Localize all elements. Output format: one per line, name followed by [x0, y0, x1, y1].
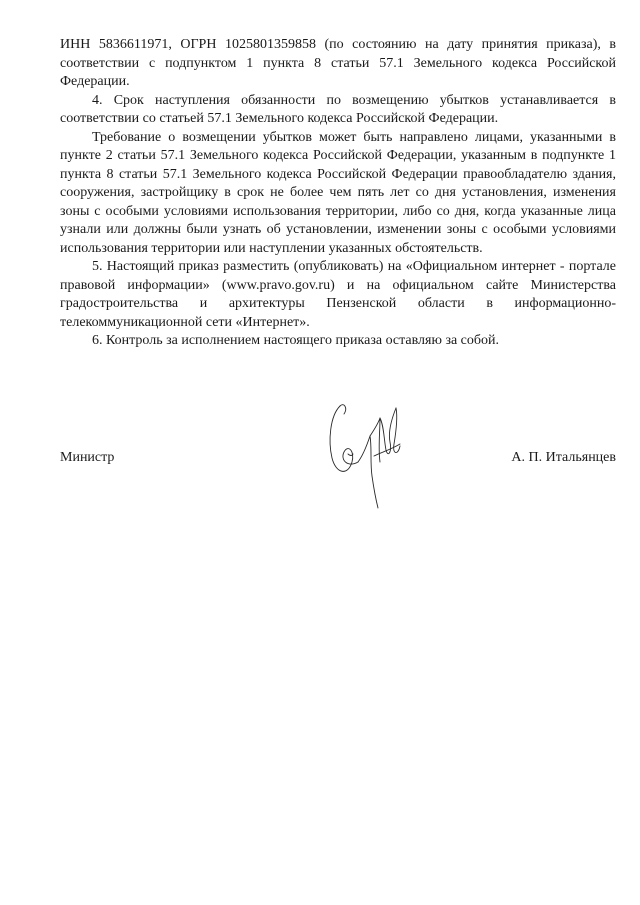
paragraph-item-5: 5. Настоящий приказ разместить (опубликовать) на «Официальном интернет - портале правовой информации» (www.pravo.gov.ru) и на официальном сайте Министерства градостроительства и архитектуры Пензенской области в информационно-телекоммуникационной сети «Интернет».: [60, 259, 616, 330]
paragraph-compensation-claim: Требование о возмещении убытков может быть направлено лицами, указанными в пункте 2 статьи 57.1 Земельного кодекса Российской Федерации, указанным в подпункте 1 пункта 8 статьи 57.1 Земельного кодекса Российской Федерации правообладателю здания, сооружения, застройщику в срок не более чем пять лет со дня установления, изменения зоны с особыми условиями использования территории, либо со дня, когда указанные лица узнали или должны были узнать об установлении, изменении зоны с особыми условиями использования территории или наступлении указанных обстоятельств.: [60, 129, 616, 256]
signatory-name: А. П. Итальянцев: [511, 450, 616, 465]
document-body: [60, 36, 616, 351]
paragraph-inn-ogrn: ИНН 5836611971, ОГРН 1025801359858 (по состоянию на дату принятия приказа), в соответствии с подпунктом 1 пункта 8 статьи 57.1 Земельного кодекса Российской Федерации.: [60, 37, 616, 89]
signature-block: [60, 448, 616, 470]
paragraph-item-6: 6. Контроль за исполнением настоящего приказа оставляю за собой.: [92, 333, 500, 348]
paragraph-item-4: 4. Срок наступления обязанности по возмещению убытков устанавливается в соответствии со статьей 57.1 Земельного кодекса Российской Федерации.: [60, 92, 616, 126]
signatory-position: Министр: [60, 450, 115, 465]
